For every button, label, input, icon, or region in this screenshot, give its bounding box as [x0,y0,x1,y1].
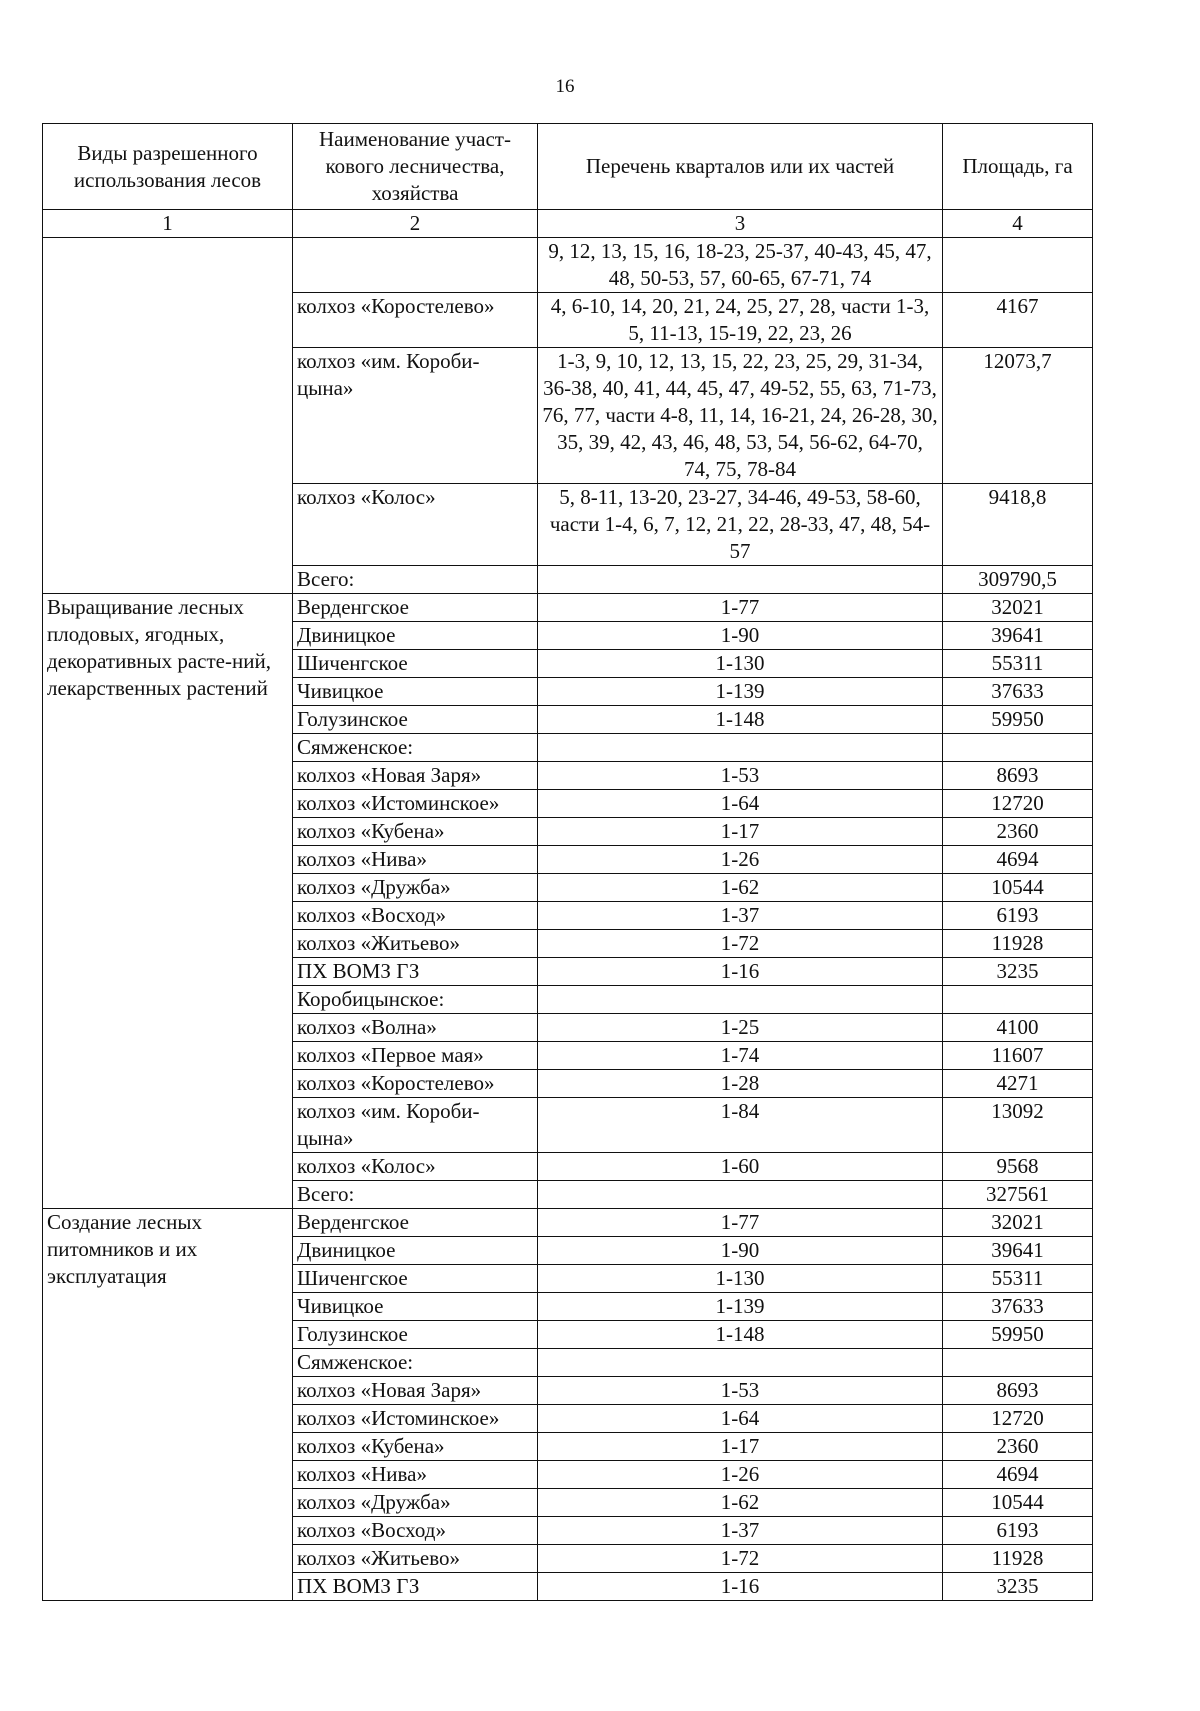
area-cell: 6193 [943,1517,1093,1545]
forestry-name-cell: колхоз «Кубена» [293,1433,538,1461]
forestry-name-cell: Сямженское: [293,734,538,762]
forestry-name-cell: Голузинское [293,1321,538,1349]
forestry-name-cell: колхоз «Новая Заря» [293,762,538,790]
forestry-name-cell: колхоз «Коростелево» [293,293,538,348]
forestry-name-cell: колхоз «Новая Заря» [293,1377,538,1405]
quarters-cell: 1-16 [538,1573,943,1601]
quarters-cell: 4, 6-10, 14, 20, 21, 24, 25, 27, 28, части 1-3, 5, 11-13, 15-19, 22, 23, 26 [538,293,943,348]
area-cell: 6193 [943,902,1093,930]
forestry-name-cell: Верденгское [293,594,538,622]
forestry-name-cell: колхоз «Первое мая» [293,1042,538,1070]
quarters-cell: 1-26 [538,1461,943,1489]
column-number: 3 [538,210,943,238]
area-cell: 37633 [943,678,1093,706]
area-cell [943,734,1093,762]
quarters-cell: 1-130 [538,650,943,678]
forestry-name-cell: колхоз «Истоминское» [293,790,538,818]
column-number: 4 [943,210,1093,238]
forestry-name-cell: колхоз «Нива» [293,846,538,874]
area-cell: 4694 [943,1461,1093,1489]
forestry-name-cell: Всего: [293,1181,538,1209]
quarters-cell: 5, 8-11, 13-20, 23-27, 34-46, 49-53, 58-60, части 1-4, 6, 7, 12, 21, 22, 28-33, 47, 48, 54-57 [538,484,943,566]
area-cell: 39641 [943,622,1093,650]
column-number-row [43,210,1093,238]
forestry-name-cell: колхоз «Житьево» [293,930,538,958]
quarters-cell [538,1349,943,1377]
quarters-cell: 1-17 [538,1433,943,1461]
area-cell: 11607 [943,1042,1093,1070]
forestry-name-cell: Чивицкое [293,678,538,706]
area-cell: 2360 [943,1433,1093,1461]
quarters-cell: 1-53 [538,1377,943,1405]
forestry-name-cell: колхоз «Дружба» [293,1489,538,1517]
quarters-cell: 1-28 [538,1070,943,1098]
area-cell: 59950 [943,706,1093,734]
forestry-name-cell: колхоз «Колос» [293,484,538,566]
forestry-name-cell: колхоз «им. Короби-цына» [293,348,538,484]
quarters-cell: 1-74 [538,1042,943,1070]
quarters-cell: 1-60 [538,1153,943,1181]
use-type-cell [43,238,293,594]
area-cell: 13092 [943,1098,1093,1153]
quarters-cell: 1-139 [538,1293,943,1321]
area-cell: 4100 [943,1014,1093,1042]
quarters-cell [538,1181,943,1209]
quarters-cell: 1-77 [538,1209,943,1237]
quarters-cell: 1-17 [538,818,943,846]
quarters-cell: 1-16 [538,958,943,986]
area-cell: 9418,8 [943,484,1093,566]
forest-use-table [42,123,1093,1601]
area-cell: 32021 [943,594,1093,622]
area-cell: 59950 [943,1321,1093,1349]
quarters-cell: 1-37 [538,902,943,930]
use-type-cell: Выращивание лесных плодовых, ягодных, декоративных расте-ний, лекарственных растений [43,594,293,1209]
area-cell: 12720 [943,790,1093,818]
area-cell: 3235 [943,958,1093,986]
header-forestry-name: Наименование участ-кового лесничества, хозяйства [293,124,538,210]
header-quarters: Перечень кварталов или их частей [538,124,943,210]
area-cell [943,1349,1093,1377]
quarters-cell: 1-62 [538,1489,943,1517]
forestry-name-cell: Верденгское [293,1209,538,1237]
header-row [43,124,1093,210]
area-cell: 55311 [943,650,1093,678]
table-row [43,1209,1093,1237]
forestry-name-cell: колхоз «Волна» [293,1014,538,1042]
forestry-name-cell: колхоз «Житьево» [293,1545,538,1573]
area-cell: 4167 [943,293,1093,348]
quarters-cell: 1-64 [538,1405,943,1433]
quarters-cell: 1-26 [538,846,943,874]
forestry-name-cell: Голузинское [293,706,538,734]
forestry-name-cell: ПХ ВОМЗ ГЗ [293,1573,538,1601]
area-cell: 8693 [943,762,1093,790]
area-cell: 39641 [943,1237,1093,1265]
quarters-cell: 1-148 [538,706,943,734]
forestry-name-cell: колхоз «Дружба» [293,874,538,902]
forestry-name-cell: колхоз «Нива» [293,1461,538,1489]
area-cell [943,238,1093,293]
quarters-cell: 1-37 [538,1517,943,1545]
quarters-cell: 1-64 [538,790,943,818]
table-row [43,594,1093,622]
forestry-name-cell: Всего: [293,566,538,594]
quarters-cell: 1-77 [538,594,943,622]
forestry-name-cell: колхоз «им. Короби-цына» [293,1098,538,1153]
area-cell: 32021 [943,1209,1093,1237]
quarters-cell: 1-148 [538,1321,943,1349]
quarters-cell: 1-139 [538,678,943,706]
table-row [43,238,1093,293]
quarters-cell [538,734,943,762]
area-cell: 12073,7 [943,348,1093,484]
forestry-name-cell: Коробицынское: [293,986,538,1014]
quarters-cell: 1-84 [538,1098,943,1153]
forestry-name-cell: Шиченгское [293,1265,538,1293]
area-cell: 10544 [943,1489,1093,1517]
area-cell: 37633 [943,1293,1093,1321]
quarters-cell: 1-3, 9, 10, 12, 13, 15, 22, 23, 25, 29, 31-34, 36-38, 40, 41, 44, 45, 47, 49-52, 55, 63, 71-73, 76, 77, части 4-8, 11, 14, 16-21, 24, 26-28, 30, 35, 39, 42, 43, 46, 48, 53, 54, 56-62, 64-70, 74, 75, 78-84 [538,348,943,484]
area-cell: 55311 [943,1265,1093,1293]
quarters-cell [538,566,943,594]
quarters-cell: 1-62 [538,874,943,902]
forestry-name-cell: Чивицкое [293,1293,538,1321]
use-type-cell: Создание лесных питомников и их эксплуатация [43,1209,293,1601]
quarters-cell [538,986,943,1014]
quarters-cell: 1-90 [538,622,943,650]
area-cell [943,986,1093,1014]
forestry-name-cell: Сямженское: [293,1349,538,1377]
quarters-cell: 1-90 [538,1237,943,1265]
forestry-name-cell: колхоз «Коростелево» [293,1070,538,1098]
area-cell: 4694 [943,846,1093,874]
area-cell: 3235 [943,1573,1093,1601]
forestry-name-cell: Шиченгское [293,650,538,678]
quarters-cell: 1-53 [538,762,943,790]
area-cell: 309790,5 [943,566,1093,594]
column-number: 1 [43,210,293,238]
forestry-name-cell: колхоз «Колос» [293,1153,538,1181]
area-cell: 327561 [943,1181,1093,1209]
forestry-name-cell [293,238,538,293]
quarters-cell: 1-25 [538,1014,943,1042]
quarters-cell: 1-72 [538,1545,943,1573]
forestry-name-cell: колхоз «Кубена» [293,818,538,846]
area-cell: 11928 [943,930,1093,958]
quarters-cell: 1-130 [538,1265,943,1293]
area-cell: 9568 [943,1153,1093,1181]
quarters-cell: 9, 12, 13, 15, 16, 18-23, 25-37, 40-43, 45, 47, 48, 50-53, 57, 60-65, 67-71, 74 [538,238,943,293]
area-cell: 12720 [943,1405,1093,1433]
header-use-type: Виды разрешенного использования лесов [43,124,293,210]
quarters-cell: 1-72 [538,930,943,958]
page-number: 16 [555,76,575,97]
area-cell: 8693 [943,1377,1093,1405]
forestry-name-cell: колхоз «Восход» [293,1517,538,1545]
area-cell: 2360 [943,818,1093,846]
forestry-name-cell: Двиницкое [293,1237,538,1265]
forestry-name-cell: ПХ ВОМЗ ГЗ [293,958,538,986]
header-area: Площадь, га [943,124,1093,210]
area-cell: 11928 [943,1545,1093,1573]
column-number: 2 [293,210,538,238]
forestry-name-cell: колхоз «Истоминское» [293,1405,538,1433]
area-cell: 10544 [943,874,1093,902]
area-cell: 4271 [943,1070,1093,1098]
forestry-name-cell: колхоз «Восход» [293,902,538,930]
forestry-name-cell: Двиницкое [293,622,538,650]
